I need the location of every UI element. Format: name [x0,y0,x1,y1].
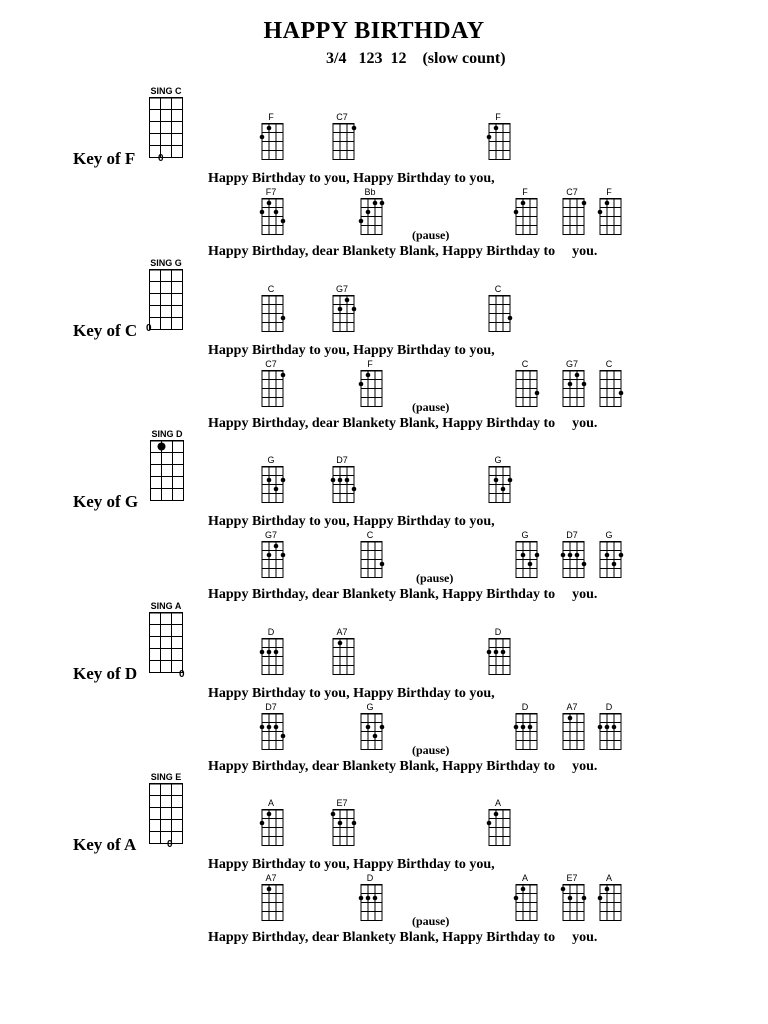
chord-fretboard [358,884,385,922]
chord-name: A [267,798,274,808]
chord-diagram [597,359,621,408]
lyric-line-1: Happy Birthday to you, Happy Birthday to you, [208,171,495,186]
lyric-line-2-main: Happy Birthday, dear Blankety Blank, Happy Birthday to [208,930,556,945]
finger-dot [260,724,265,729]
finger-dot [494,812,499,817]
finger-dot [267,126,272,131]
chord-fretboard [513,370,540,408]
chord-name: A [494,798,501,808]
chord-fretboard [486,123,513,161]
chord-name: C7 [265,358,277,369]
chord-name: C [521,358,529,369]
finger-dot [260,135,265,140]
finger-dot [528,562,533,567]
chord-fretboard [486,466,513,504]
chord-diagram [560,702,584,751]
finger-dot [281,478,286,483]
chord-diagram [259,530,283,579]
chord-fretboard [513,713,540,751]
finger-dot [605,724,610,729]
chord-fretboard [358,541,385,579]
chord-name: G [521,530,529,540]
chord-diagram [597,702,621,751]
chord-name: A7 [566,701,578,712]
sing-note-label: SING G [150,257,182,268]
finger-dot [274,210,279,215]
key-label: Key of A [73,835,137,854]
chord-fretboard [259,295,286,333]
chord-diagram [486,112,510,161]
key-label: Key of G [73,492,139,511]
fretboard-outline [150,269,183,329]
finger-dot [619,553,624,558]
finger-dot [582,562,587,567]
chord-fretboard [330,638,357,676]
chord-name: E7 [336,798,348,808]
chord-diagram [259,112,283,161]
finger-dot [501,487,506,492]
chord-name: E7 [566,873,578,883]
chord-name: D [605,701,613,712]
chord-fretboard [259,809,286,847]
lyric-line-1: Happy Birthday to you, Happy Birthday to you, [208,514,495,529]
sing-fretboard [149,783,184,845]
finger-dot [582,896,587,901]
chord-fretboard [259,541,286,579]
chord-diagram [358,359,382,408]
chord-name: C7 [336,112,348,122]
chord-diagram [597,187,621,236]
chord-fretboard [513,541,540,579]
finger-dot [281,219,286,224]
finger-dot [612,724,617,729]
chord-name: F [495,112,501,122]
chord-fretboard [560,198,587,236]
chord-diagram [330,798,354,847]
chord-fretboard [330,809,357,847]
chord-name: F [268,112,274,122]
chord-name: A [605,873,612,883]
sing-note-label: SING E [150,772,182,782]
chord-diagram [560,187,584,236]
chord-name: D7 [336,455,348,465]
chord-diagram [259,359,283,408]
finger-dot [561,887,566,892]
lyric-line-1: Happy Birthday to you, Happy Birthday to you, [208,857,495,872]
fretboard-outline [150,784,183,844]
lyric-line-2-main: Happy Birthday, dear Blankety Blank, Happy Birthday to [208,415,556,431]
sing-note-diagram [149,259,183,331]
sing-note-label: SING D [151,429,183,439]
chord-fretboard [513,884,540,922]
chord-name: A [521,873,528,883]
chord-fretboard [259,713,286,751]
finger-dot [514,210,519,215]
lyric-line-2 [208,416,597,432]
chord-name: F [606,187,612,197]
chord-name: F [522,187,528,197]
open-string-mark: 0 [158,153,164,164]
finger-dot [267,649,272,654]
finger-dot [366,372,371,377]
finger-dot [359,219,364,224]
finger-dot [561,553,566,558]
finger-dot [508,478,513,483]
chord-diagram [259,873,283,922]
open-string-mark: 0 [146,323,152,334]
chord-name: F7 [265,187,277,197]
finger-dot [521,553,526,558]
finger-dot [514,896,519,901]
chord-fretboard [259,638,286,676]
chord-diagram [330,627,354,676]
finger-dot [568,715,573,720]
chord-diagram [486,284,510,333]
chord-fretboard [597,884,624,922]
finger-dot [568,553,573,558]
finger-dot [598,724,603,729]
chord-diagram [358,530,382,579]
finger-dot [605,201,610,206]
finger-dot [267,553,272,558]
lyric-line-2-main: Happy Birthday, dear Blankety Blank, Happy Birthday to [208,587,556,602]
finger-dot [598,210,603,215]
chord-name: C [267,283,275,294]
sing-note-diagram [149,602,183,674]
sing-note-diagram [149,87,183,159]
lyric-line-2 [208,587,597,603]
finger-dot [582,201,587,206]
chord-diagram [259,627,283,676]
finger-dot [380,201,385,206]
chord-name: A7 [336,626,348,637]
finger-dot [260,210,265,215]
chord-diagram [330,112,354,161]
lyric-line-2-main: Happy Birthday, dear Blankety Blank, Happy Birthday to [208,244,556,259]
chord-name: G [494,455,502,465]
chord-diagram [330,455,354,504]
chord-diagram [513,873,537,922]
pause-marker: (pause) [412,399,450,414]
chord-diagram [358,702,382,751]
time-signature: 3/4 123 12 (slow count) [326,50,506,67]
key-label: Key of F [73,149,136,168]
chord-name: D [366,873,374,883]
finger-dot [359,896,364,901]
finger-dot [605,553,610,558]
chord-name: G [605,530,613,540]
finger-dot [281,553,286,558]
finger-dot [521,201,526,206]
finger-dot [274,649,279,654]
finger-dot [352,306,357,311]
finger-dot [359,381,364,386]
chord-name: G7 [565,358,578,369]
finger-dot [487,649,492,654]
finger-dot [501,649,506,654]
chord-diagram [513,530,537,579]
finger-dot [267,887,272,892]
sing-fretboard [149,269,184,331]
fretboard-outline [150,612,183,672]
chord-diagram [486,455,510,504]
finger-dot [274,724,279,729]
sing-note-diagram [149,773,183,845]
chord-name: G7 [264,530,277,540]
chord-name: G [267,455,275,465]
chord-diagram [560,359,584,408]
lyric-line-1: Happy Birthday to you, Happy Birthday to you, [208,342,495,358]
chord-fretboard [330,295,357,333]
chord-name: C [494,283,502,294]
finger-dot [575,372,580,377]
chord-diagram [597,873,621,922]
chord-fretboard [597,541,624,579]
finger-dot [487,135,492,140]
finger-dot [274,544,279,549]
finger-dot [619,390,624,395]
chord-name: C [366,530,374,540]
finger-dot [338,821,343,826]
chord-fretboard [560,713,587,751]
finger-dot [345,297,350,302]
chord-fretboard [259,466,286,504]
finger-dot [380,562,385,567]
chord-fretboard [486,638,513,676]
lyric-line-2-end: you. [572,415,598,431]
chord-fretboard [358,713,385,751]
lyric-line-2 [208,244,597,260]
finger-dot [281,733,286,738]
lyric-line-2-end: you. [572,930,598,945]
finger-dot [373,896,378,901]
chord-diagram [486,627,510,676]
chord-diagram [560,873,584,922]
finger-dot [575,553,580,558]
chord-name: D [267,626,275,637]
finger-dot [568,896,573,901]
finger-dot [338,478,343,483]
chord-name: C7 [566,187,578,197]
sing-note-label: SING C [150,86,182,96]
finger-dot [338,640,343,645]
chord-diagram [513,359,537,408]
chord-fretboard [486,295,513,333]
chord-name: D7 [566,530,578,540]
chord-fretboard [330,466,357,504]
finger-dot [267,724,272,729]
finger-dot [331,812,336,817]
finger-dot [494,649,499,654]
pause-marker: (pause) [412,914,450,928]
chord-fretboard [597,713,624,751]
lyric-line-1: Happy Birthday to you, Happy Birthday to you, [208,685,495,701]
chord-fretboard [513,198,540,236]
finger-dot [612,562,617,567]
lyric-line-2 [208,930,597,946]
key-label: Key of D [73,663,138,683]
finger-dot [605,887,610,892]
finger-dot [373,201,378,206]
finger-dot [352,821,357,826]
finger-dot [345,478,350,483]
finger-dot [535,390,540,395]
lyric-line-2-main: Happy Birthday, dear Blankety Blank, Happy Birthday to [208,758,556,774]
finger-dot [514,724,519,729]
sing-note-diagram [150,430,184,502]
finger-dot [267,201,272,206]
finger-dot [366,210,371,215]
finger-dot [366,896,371,901]
finger-dot [281,315,286,320]
finger-dot [508,315,513,320]
lyric-line-2-end: you. [572,758,598,774]
finger-dot [338,306,343,311]
open-string-mark: 0 [167,839,173,850]
chord-fretboard [597,370,624,408]
chord-diagram [259,798,283,847]
chord-diagram [358,187,382,236]
finger-dot [267,478,272,483]
lyric-line-2-end: you. [572,244,598,259]
chord-fretboard [358,198,385,236]
finger-dot [535,553,540,558]
key-label: Key of C [73,320,138,340]
sing-note-label: SING A [150,600,182,611]
chord-diagram [597,530,621,579]
chord-fretboard [259,370,286,408]
sing-fretboard [150,440,185,502]
finger-dot [260,649,265,654]
chord-fretboard [560,884,587,922]
chord-fretboard [259,198,286,236]
sing-fretboard [149,612,184,674]
finger-dot [352,487,357,492]
finger-dot [373,733,378,738]
lyric-line-2 [208,759,597,775]
chord-fretboard [330,123,357,161]
chord-diagram [486,798,510,847]
chord-name: G [366,701,374,712]
chord-diagram [330,284,354,333]
chord-name: D [494,626,502,637]
finger-dot [352,126,357,131]
chord-fretboard [560,370,587,408]
chord-diagram [259,455,283,504]
finger-dot [582,381,587,386]
sing-fretboard [149,97,184,159]
chord-diagram [358,873,382,922]
finger-dot [568,381,573,386]
chord-name: Bb [364,187,376,197]
chord-name: C [605,358,613,369]
fretboard-outline [150,98,183,158]
chord-fretboard [259,123,286,161]
finger-dot [274,487,279,492]
finger-dot [494,126,499,131]
chord-name: F [367,358,373,369]
finger-dot [380,724,385,729]
chord-fretboard [597,198,624,236]
chord-name: A7 [265,873,277,883]
chord-fretboard [560,541,587,579]
finger-dot [331,478,336,483]
chord-fretboard [259,884,286,922]
chord-fretboard [358,370,385,408]
finger-dot [528,724,533,729]
chord-fretboard [486,809,513,847]
finger-dot [487,821,492,826]
chord-diagram [259,284,283,333]
chord-diagram [259,187,283,236]
finger-dot [598,896,603,901]
chord-diagram [560,530,584,579]
chord-name: D7 [265,701,277,712]
chord-name: D [521,701,529,712]
lyric-line-2-end: you. [572,587,598,602]
fretboard-outline [151,441,184,501]
finger-dot [521,724,526,729]
finger-dot [267,812,272,817]
sing-note-dot [158,443,166,451]
chord-diagram [259,702,283,751]
finger-dot [366,724,371,729]
chord-name: G7 [335,283,348,294]
pause-marker: (pause) [412,228,450,242]
song-title: HAPPY BIRTHDAY [263,18,485,44]
chord-diagram [513,702,537,751]
finger-dot [281,372,286,377]
finger-dot [260,821,265,826]
open-string-mark: 0 [179,669,185,680]
finger-dot [521,887,526,892]
pause-marker: (pause) [412,742,450,757]
chord-diagram [513,187,537,236]
finger-dot [494,478,499,483]
pause-marker: (pause) [416,571,454,585]
